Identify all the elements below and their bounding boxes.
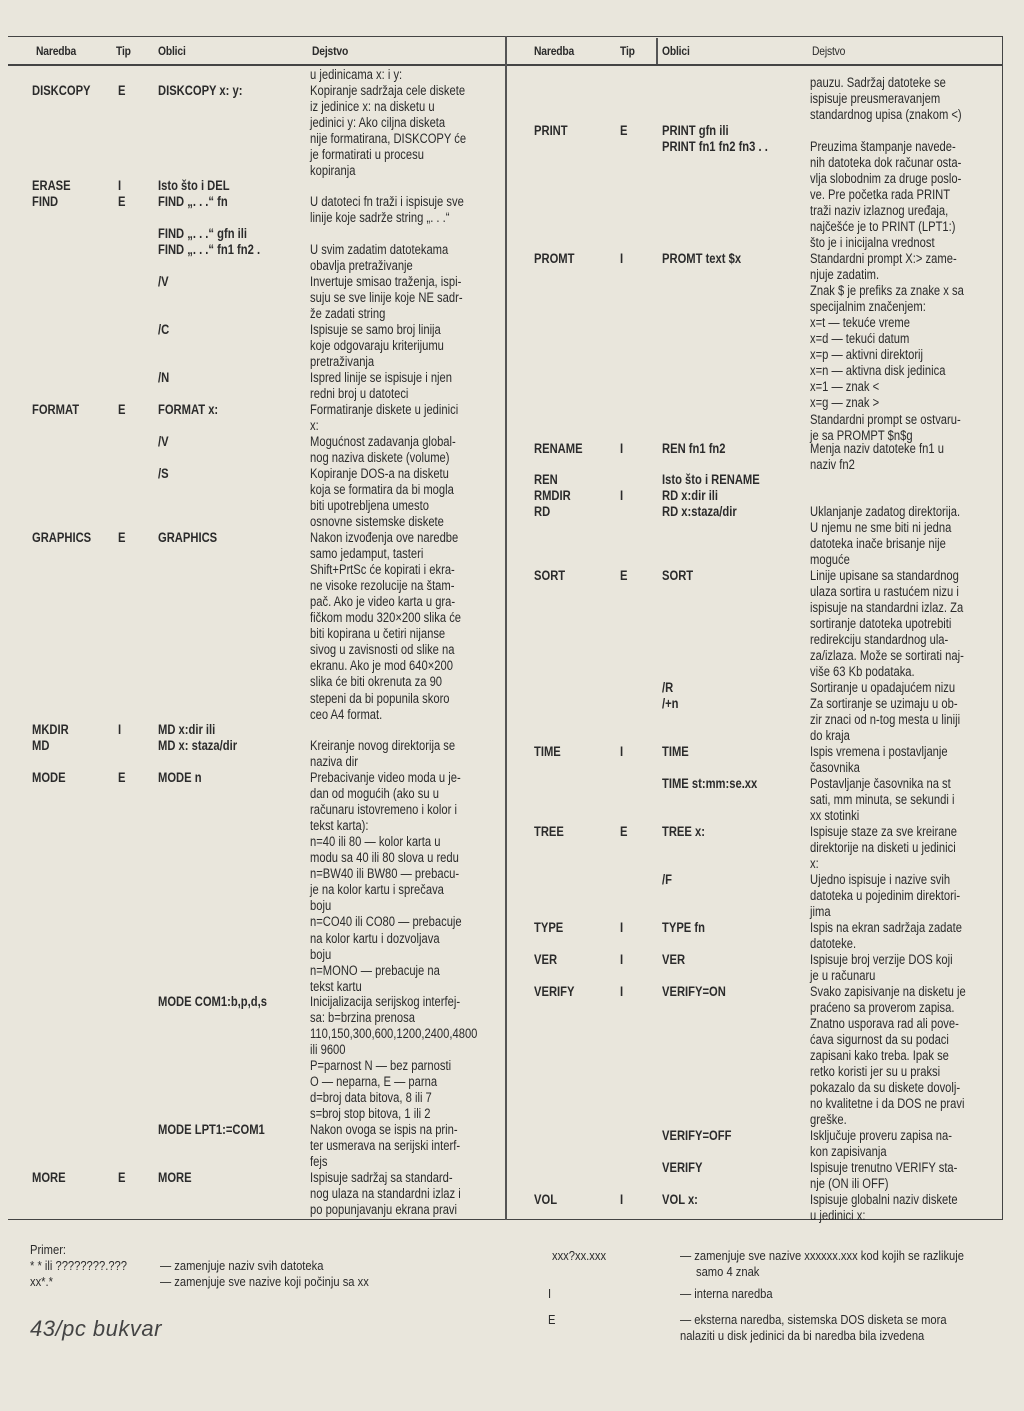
description-line: nje (ON ili OFF) [810,1176,889,1192]
description-line: moguće [810,552,850,568]
footer-legend-text: — interna naredba [680,1286,773,1301]
description-line: suju se sve linije koje NE sadr- [310,290,463,306]
description-line: retko koristi jer su u praksi [810,1064,941,1080]
command-type: I [620,251,624,266]
description-line: tekst karta): [310,818,369,834]
description-line: Uklanjanje zadatog direktorija. [810,504,961,519]
command-form: /+n [662,696,679,711]
description-line: Kopiranje sadržaja cele diskete [310,83,466,98]
description-line: no kvalitetne i da DOS ne pravi [810,1096,965,1112]
description-line: sa: b=brzina prenosa [310,1010,415,1026]
command-type: I [620,441,624,456]
description-line: n=CO40 ili CO80 — prebacuje [310,914,462,930]
description-line: je formatirati u procesu [310,147,424,163]
description-line: Ispred linije se ispisuje i njen [310,370,453,385]
command-form: /C [158,322,170,337]
description-line: Ispisuje broj verzije DOS koji [810,952,953,967]
command-form: MD x:dir ili [158,722,216,737]
description-line: Za sortiranje se uzimaju u ob- [810,696,958,711]
description-line: Ispisuje trenutno VERIFY sta- [810,1160,958,1175]
command-form: TREE x: [662,824,705,839]
description-line: samo jedamput, tasteri [310,546,424,562]
description-line: pač. Ako je video karta u gra- [310,594,456,610]
description-line: u jedinici x: [810,1208,866,1224]
command-form: Isto što i RENAME [662,472,760,487]
left-header-cmd: Naredba [36,44,77,58]
description-line: dan od mogućih (ako su u [310,786,439,802]
command-form: Isto što i DEL [158,178,230,193]
footer-legend-code: xxx?xx.xxx [552,1248,607,1263]
description-line: ve. Pre početka rada PRINT [810,187,951,203]
description-line: Invertuje smisao traženja, ispi- [310,274,462,289]
footer-legend-code: I [548,1286,552,1301]
description-line: specijalnim značenjem: [810,299,926,315]
description-line: Preuzima štampanje navede- [810,139,956,154]
description-line: po popunjavanju ekrana pravi [310,1202,458,1218]
command-type: E [118,83,126,98]
footer-example-code: xx*.* [30,1274,53,1289]
description-line: standardnog upisa (znakom <) [810,107,962,123]
command-name: TYPE [534,920,564,935]
footer-legend-text: nalaziti u disk jedinici da bi naredba bila izvedena [680,1328,925,1343]
description-line: vlja slobodnim za druge poslo- [810,171,962,187]
description-line: O — neparna, E — parna [310,1074,438,1090]
description-line: računaru istovremeno i kolor i [310,802,457,818]
footer-legend-text: — eksterna naredba, sistemska DOS disketa se mora [680,1312,947,1327]
right-header-action: Dejstvo [812,44,846,58]
description-line: Isključuje proveru zapisa na- [810,1128,953,1143]
description-line: Standardni prompt X:> zame- [810,251,957,266]
command-form: /F [662,872,672,887]
column-divider [505,36,507,1220]
description-line: redni broj u datoteci [310,386,409,402]
command-form: MORE [158,1170,192,1185]
description-line: obavlja pretraživanje [310,258,413,274]
command-form: MODE n [158,770,202,785]
description-line: fejs [310,1154,328,1170]
description-line: Kreiranje novog direktorija se [310,738,456,753]
description-line: nog naziva diskete (volume) [310,450,450,466]
description-line: zapisani kako treba. Ipak se [810,1048,949,1064]
description-line: Mogućnost zadavanja global- [310,434,456,449]
description-line: je sa PROMPT $n$g [810,427,913,443]
command-form: TIME [662,744,689,759]
command-form: VERIFY=OFF [662,1128,732,1143]
command-form: /N [158,370,170,385]
description-line: P=parnost N — bez parnosti [310,1058,452,1074]
description-line: ćava sigurnost da su podaci [810,1032,949,1048]
command-form: FORMAT x: [158,402,219,417]
description-line: Ispisuje sadržaj sa standard- [310,1170,453,1185]
description-line: greške. [810,1112,847,1128]
description-line: sortiranje datoteka upotrebiti [810,616,952,632]
description-line: x=g — znak > [810,395,880,411]
command-name: MD [32,738,50,753]
description-line: tekst kartu [310,978,362,994]
description-line: datoteka u pojedinim direktori- [810,888,961,904]
command-form: FIND „. . .“ gfn ili [158,226,248,241]
description-line: Ispisuje staze za sve kreirane [810,824,957,839]
command-name: FORMAT [32,402,80,417]
description-line: što je i inicijalna vrednost [810,235,935,251]
description-line: Standardni prompt se ostvaru- [810,411,961,427]
command-name: GRAPHICS [32,530,92,545]
command-form: RD x:dir ili [662,488,719,503]
description-line: linije koje sadrže string „. . .“ [310,210,450,226]
description-line: nog ulaza na standardni izlaz i [310,1186,461,1202]
description-line: datoteke. [810,936,857,952]
command-form: VERIFY=ON [662,984,726,999]
command-name: VERIFY [534,984,575,999]
right-header-form: Oblici [662,44,690,58]
right-header-cmd: Naredba [534,44,575,58]
command-name: TIME [534,744,561,759]
description-line: koja se formatira da bi mogla [310,482,454,498]
description-line: ceo A4 format. [310,706,383,722]
description-line: više 63 Kb podataka. [810,664,915,680]
command-name: PRINT [534,123,568,138]
left-header-form: Oblici [158,44,186,58]
description-line: n=BW40 ili BW80 — prebacu- [310,866,460,882]
footer-legend-text: samo 4 znak [696,1264,760,1279]
description-line: x=n — aktivna disk jedinica [810,363,946,379]
description-line: n=40 ili 80 — kolor karta u [310,834,441,850]
description-line: fičkom modu 320×200 slika će [310,610,462,626]
description-line: biti upotrebljena umesto [310,498,429,514]
command-name: SORT [534,568,566,583]
command-form: FIND „. . .“ fn [158,194,228,209]
description-line: Sortiranje u opadajućem nizu [810,680,956,695]
description-line: modu sa 40 ili 80 slova u redu [310,850,459,866]
command-name: MODE [32,770,66,785]
command-type: E [118,1170,126,1185]
command-form: TYPE fn [662,920,705,935]
command-type: I [620,744,624,759]
footer-example-code: * * ili ????????.??? [30,1258,127,1273]
description-line: U svim zadatim datotekama [310,242,449,257]
description-line: kopiranja [310,163,356,179]
description-line: naziva dir [310,754,358,770]
command-type: E [118,770,126,785]
description-line: njuje zadatim. [810,267,880,283]
description-line: Kopiranje DOS-a na disketu [310,466,449,481]
footer-legend-text: — zamenjuje sve nazive xxxxxx.xxx kod kojih se razlikuje [680,1248,964,1263]
description-line: xx stotinki [810,808,860,824]
command-form: VERIFY [662,1160,703,1175]
description-line: U datoteci fn traži i ispisuje sve [310,194,464,209]
description-line: Shift+PrtSc će kopirati i ekra- [310,562,455,578]
description-line: x: [810,856,819,872]
description-line: boju [310,898,332,914]
command-name: REN [534,472,558,487]
description-line: naziv fn2 [810,457,855,473]
command-type: E [620,824,628,839]
description-line: nih datoteka dok računar osta- [810,155,962,171]
header-tick [656,38,658,64]
description-line: x: [310,418,319,434]
command-form: PROMT text $x [662,251,742,266]
command-type: I [620,488,624,503]
description-line: koje odgovaraju kriterijumu [310,338,444,354]
command-type: E [620,568,628,583]
command-type: E [620,123,628,138]
description-line: U njemu ne sme biti ni jedna [810,520,952,536]
description-line: jedinici y: Ako ciljna disketa [310,115,446,131]
command-name: VER [534,952,558,967]
description-line: za/izlaza. Može se sortirati naj- [810,648,964,664]
command-form: /S [158,466,169,481]
description-line: ne visoke rezolucije na štam- [310,578,455,594]
description-line: ekranu. Ako je mod 640×200 [310,658,453,674]
description-line: Ispis vremena i postavljanje [810,744,948,759]
command-type: I [620,1192,624,1207]
description-line: Ispisuje se samo broj linija [310,322,441,337]
description-line: Linije upisane sa standardnog [810,568,959,583]
description-line: pretraživanja [310,354,375,370]
description-line: Ispisuje globalni naziv diskete [810,1192,958,1207]
description-line: Formatiranje diskete u jedinici [310,402,459,417]
description-line: datoteka inače brisanje nije [810,536,946,552]
description-line: Postavljanje časovnika na st [810,776,951,791]
description-line: redirekciju standardnog ula- [810,632,949,648]
command-form: SORT [662,568,694,583]
command-type: E [118,194,126,209]
description-line: Menja naziv datoteke fn1 u [810,441,944,456]
description-line: pokazalo da su diskete dovolj- [810,1080,961,1096]
description-line: 110,150,300,600,1200,2400,4800 [310,1026,478,1042]
command-form: PRINT fn1 fn2 fn3 . . [662,139,768,154]
command-form: TIME st:mm:se.xx [662,776,758,791]
command-name: TREE [534,824,564,839]
command-name: FIND [32,194,59,209]
command-form: GRAPHICS [158,530,218,545]
description-line: direktorije na disketi u jedinici [810,840,956,856]
description-line: stepeni da bi popunila skoro [310,690,450,706]
description-line: je na kolor kartu i sprečava [310,882,444,898]
command-name: MORE [32,1170,66,1185]
description-line: x=d — tekući datum [810,331,910,347]
command-form: VER [662,952,686,967]
command-type: I [118,722,122,737]
command-name: RD [534,504,551,519]
description-line: s=broj stop bitova, 1 ili 2 [310,1106,431,1122]
page-number: 43/pc bukvar [30,1316,162,1341]
footer-label: Primer: [30,1242,67,1257]
command-name: MKDIR [32,722,69,737]
description-line: najčešće je to PRINT (LPT1:) [810,219,956,235]
description-line: Znak $ je prefiks za znake x sa [810,283,964,299]
command-form: FIND „. . .“ fn1 fn2 . [158,242,261,257]
description-line: boju [310,946,332,962]
description-line: osnovne sistemske diskete [310,514,444,530]
command-name: PROMT [534,251,575,266]
command-type: I [118,178,122,193]
description-line: Ispis na ekran sadržaja zadate [810,920,962,935]
description-line: x=p — aktivni direktorij [810,347,924,363]
command-type: I [620,920,624,935]
command-type: E [118,402,126,417]
command-name: ERASE [32,178,71,193]
command-form: RD x:staza/dir [662,504,737,519]
description-line: biti kopirana u četiri nijanse [310,626,446,642]
footer-legend-code: E [548,1312,556,1327]
command-type: I [620,984,624,999]
description-line: kon zapisivanja [810,1144,887,1160]
command-form: VOL x: [662,1192,698,1207]
command-name: DISKCOPY [32,83,91,98]
description-line: ispisuje na standardni izlaz. Za [810,600,964,616]
command-form: REN fn1 fn2 [662,441,726,456]
description-line: časovnika [810,760,860,776]
description-line: Inicijalizacija serijskog interfej- [310,994,461,1009]
description-line: Svako zapisivanje na disketu je [810,984,966,999]
description-line: n=MONO — prebacuje na [310,962,440,978]
description-line: ispisuje preusmeravanjem [810,91,941,107]
command-name: RMDIR [534,488,571,503]
command-form: MODE LPT1:=COM1 [158,1122,265,1137]
command-name: VOL [534,1192,558,1207]
description-line: slika će biti okrenuta za 90 [310,674,443,690]
description-line: Znatno usporava rad ali pove- [810,1016,959,1032]
description-line: sati, mm minuta, se sekundi i [810,792,955,808]
description-line: jima [810,904,831,920]
description-line: ili 9600 [310,1042,346,1058]
description-line: Prebacivanje video moda u je- [310,770,461,785]
command-form: /R [662,680,674,695]
description-line: traži naziv izlaznog uređaja, [810,203,949,219]
description-line: že zadati string [310,306,386,322]
description-line: na kolor kartu i dozvoljava [310,930,440,946]
description-line: iz jedinice x: na disketu u [310,99,435,115]
command-form: /V [158,274,169,289]
description-line: Nakon izvođenja ove naredbe [310,530,459,545]
description-line: nije formatirana, DISKCOPY će [310,131,467,147]
command-type: I [620,952,624,967]
description-line: d=broj data bitova, 8 ili 7 [310,1090,432,1106]
description-line: sivog u zavisnosti od slike na [310,642,455,658]
description-line: x=t — tekuće vreme [810,315,910,331]
description-line: zir znaci od n-tog mesta u liniji [810,712,961,728]
description-line: do kraja [810,728,850,744]
command-type: E [118,530,126,545]
description-line: x=1 — znak < [810,379,880,395]
description-line: ter usmerava na serijski interf- [310,1138,461,1154]
description-line: praćeno sa proverom zapisa. [810,1000,955,1016]
footer-example-text: — zamenjuje naziv svih datoteka [160,1258,324,1273]
description-line: ulaza sortira u rastućem nizu i [810,584,959,600]
command-form: DISKCOPY x: y: [158,83,243,98]
description-line: je u računaru [810,968,876,984]
right-header-type: Tip [620,44,635,58]
command-form: MODE COM1:b,p,d,s [158,994,267,1009]
description-line: pauzu. Sadržaj datoteke se [810,75,946,90]
description-line: Ujedno ispisuje i nazive svih [810,872,951,887]
command-form: PRINT gfn ili [662,123,729,138]
description-line: Nakon ovoga se ispis na prin- [310,1122,458,1137]
left-header-action: Dejstvo [312,44,349,58]
description-line: u jedinicama x: i y: [310,67,403,82]
command-name: RENAME [534,441,583,456]
command-form: /V [158,434,169,449]
command-form: MD x: staza/dir [158,738,238,753]
left-header-type: Tip [116,44,131,58]
footer-example-text: — zamenjuje sve nazive koji počinju sa xx [160,1274,369,1289]
